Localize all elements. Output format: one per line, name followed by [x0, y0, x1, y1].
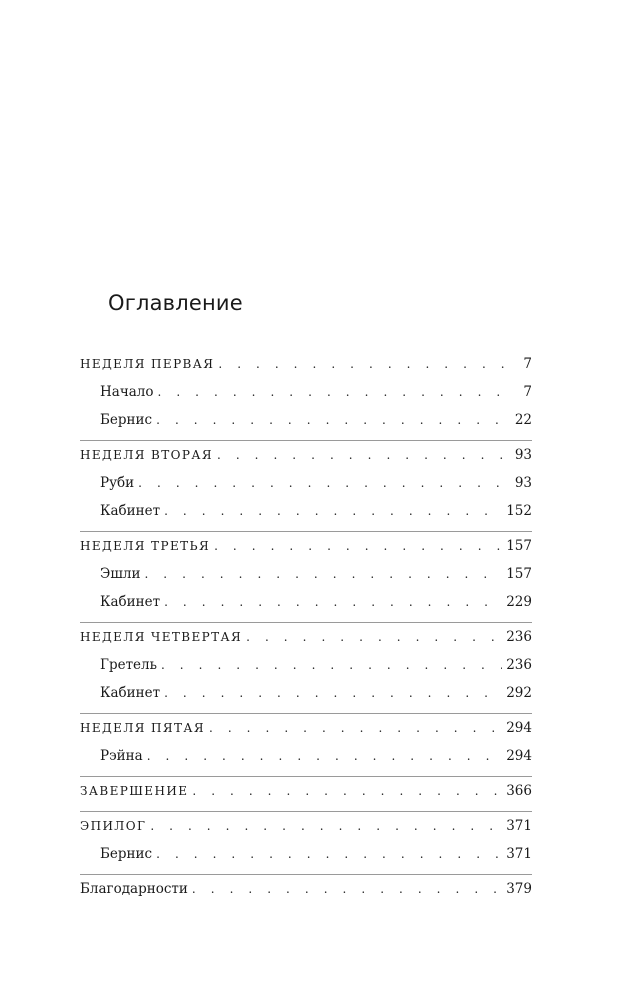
toc-chapter-label: Гретель [80, 651, 161, 679]
dot-leader [192, 875, 502, 903]
dot-leader [214, 532, 502, 560]
toc-part-label: ЗАВЕРШЕНИЕ [80, 777, 192, 805]
toc-page-number: 294 [502, 742, 532, 770]
toc-part-entry[interactable] [80, 623, 532, 651]
toc-page-number: 236 [502, 623, 532, 651]
toc-group [80, 811, 532, 874]
toc-part-entry[interactable] [80, 350, 532, 378]
dot-leader [150, 812, 502, 840]
toc-page-number: 157 [502, 560, 532, 588]
toc-page-number: 7 [506, 350, 532, 378]
toc-part-label: НЕДЕЛЯ ЧЕТВЕРТАЯ [80, 623, 246, 651]
toc-part-label: ЭПИЛОГ [80, 812, 150, 840]
toc-chapter-label: Бернис [80, 406, 156, 434]
toc-chapter-entry[interactable] [80, 378, 532, 406]
toc-part-label: НЕДЕЛЯ ТРЕТЬЯ [80, 532, 214, 560]
toc-part-entry[interactable] [80, 777, 532, 805]
toc-group [80, 776, 532, 811]
toc-page-number: 22 [506, 406, 532, 434]
dot-leader [156, 406, 506, 434]
toc-group [80, 440, 532, 531]
toc-chapter-label: Эшли [80, 560, 144, 588]
toc-page-number: 93 [506, 469, 532, 497]
toc-part-entry[interactable] [80, 875, 532, 903]
toc-chapter-label: Кабинет [80, 588, 164, 616]
toc-page-number: 93 [506, 441, 532, 469]
toc-chapter-entry[interactable] [80, 679, 532, 707]
toc-part-label: НЕДЕЛЯ ПЕРВАЯ [80, 350, 218, 378]
toc-part-entry[interactable] [80, 532, 532, 560]
toc-chapter-entry[interactable] [80, 469, 532, 497]
toc-group [80, 350, 532, 440]
dot-leader [217, 441, 506, 469]
dot-leader [192, 777, 502, 805]
toc-chapter-entry[interactable] [80, 406, 532, 434]
dot-leader [164, 679, 502, 707]
toc-page-number: 152 [502, 497, 532, 525]
toc-page-number: 366 [502, 777, 532, 805]
dot-leader [164, 497, 502, 525]
toc-page-number: 157 [502, 532, 532, 560]
toc-chapter-label: Руби [80, 469, 138, 497]
dot-leader [164, 588, 502, 616]
toc-group [80, 622, 532, 713]
toc-chapter-entry[interactable] [80, 742, 532, 770]
toc-chapter-label: Кабинет [80, 679, 164, 707]
dot-leader [161, 651, 502, 679]
toc-page-number: 379 [502, 875, 532, 903]
toc-page-number: 371 [502, 812, 532, 840]
toc-part-label: Благодарности [80, 875, 192, 903]
toc-group [80, 713, 532, 776]
toc-part-entry[interactable] [80, 812, 532, 840]
dot-leader [156, 840, 502, 868]
toc-group [80, 874, 532, 909]
toc-page-number: 236 [502, 651, 532, 679]
toc-page-number: 292 [502, 679, 532, 707]
toc-chapter-label: Рэйна [80, 742, 147, 770]
toc-chapter-entry[interactable] [80, 560, 532, 588]
toc-chapter-entry[interactable] [80, 840, 532, 868]
toc-page-number: 229 [502, 588, 532, 616]
toc-part-entry[interactable] [80, 441, 532, 469]
toc-title: Оглавление [108, 291, 243, 315]
dot-leader [158, 378, 507, 406]
toc-chapter-label: Кабинет [80, 497, 164, 525]
toc-page-number: 7 [506, 378, 532, 406]
toc-part-label: НЕДЕЛЯ ВТОРАЯ [80, 441, 217, 469]
toc-chapter-entry[interactable] [80, 497, 532, 525]
dot-leader [138, 469, 506, 497]
toc-chapter-label: Бернис [80, 840, 156, 868]
toc-part-entry[interactable] [80, 714, 532, 742]
toc-list [80, 350, 532, 909]
dot-leader [147, 742, 503, 770]
toc-chapter-entry[interactable] [80, 651, 532, 679]
toc-page-number: 371 [502, 840, 532, 868]
toc-part-label: НЕДЕЛЯ ПЯТАЯ [80, 714, 209, 742]
dot-leader [144, 560, 502, 588]
dot-leader [209, 714, 502, 742]
toc-page-number: 294 [502, 714, 532, 742]
dot-leader [218, 350, 506, 378]
group-spacer [80, 903, 532, 909]
toc-group [80, 531, 532, 622]
toc-chapter-label: Начало [80, 378, 158, 406]
toc-chapter-entry[interactable] [80, 588, 532, 616]
dot-leader [246, 623, 502, 651]
